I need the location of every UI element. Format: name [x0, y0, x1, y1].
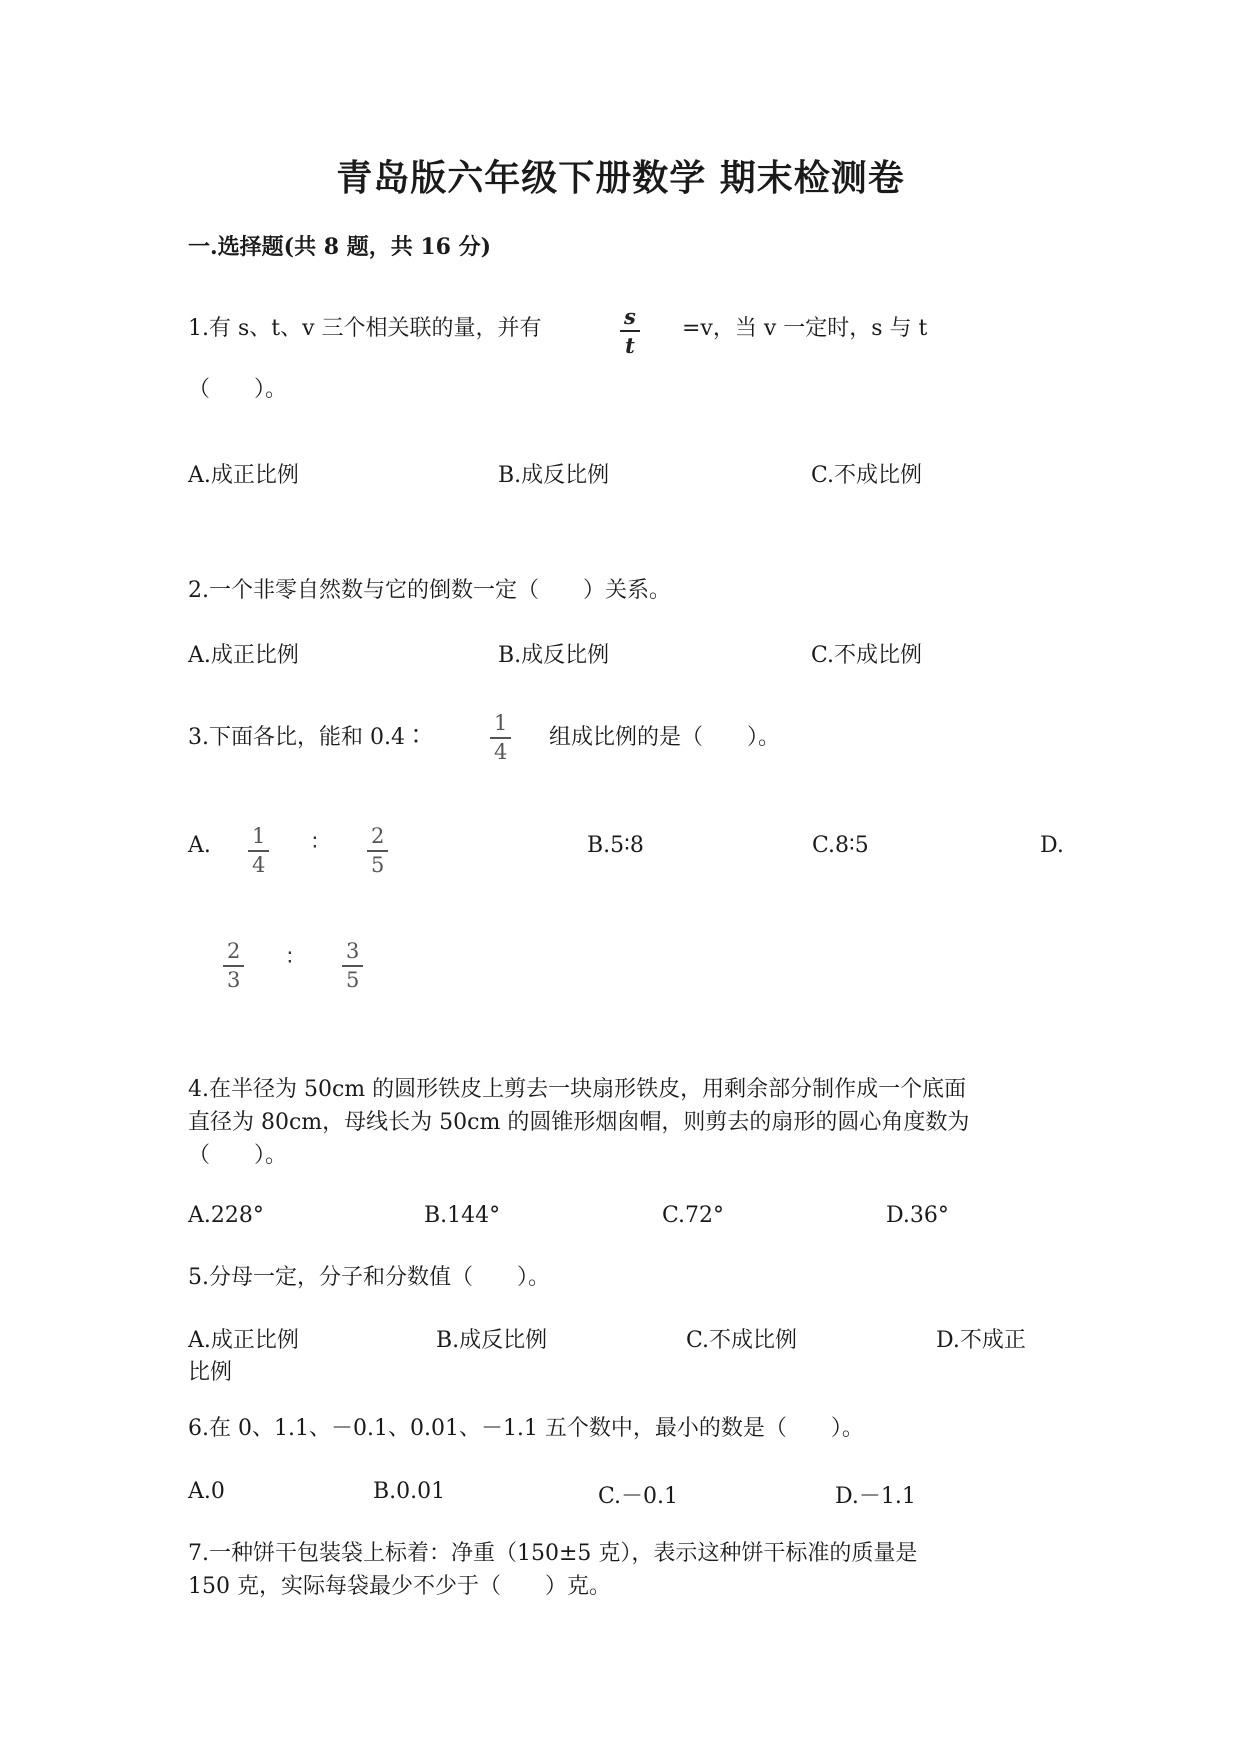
fraction-bar	[620, 330, 640, 332]
q5-option-d-wrap: 比例	[188, 1360, 233, 1385]
q3-fraction	[490, 713, 511, 763]
q6-option-a: A.0	[188, 1479, 225, 1504]
frac-den: 5	[371, 853, 385, 877]
q4-option-c: C.72°	[662, 1203, 725, 1228]
q1-option-a: A.成正比例	[188, 463, 299, 488]
frac-num: 3	[346, 939, 360, 963]
q5-option-d: D.不成正	[936, 1328, 1026, 1353]
frac-den: 3	[227, 968, 241, 992]
q7-line-2: 150 克，实际每袋最少不少于（ ）克。	[188, 1574, 611, 1599]
q3-option-a-fraction-2	[367, 826, 388, 876]
q4-line-1: 4.在半径为 50cm 的圆形铁皮上剪去一块扇形铁皮，用剩余部分制作成一个底面	[188, 1077, 967, 1102]
q4-line-2: 直径为 80cm，母线长为 50cm 的圆锥形烟囱帽，则剪去的扇形的圆心角度数为	[188, 1110, 970, 1135]
fraction-bar	[223, 965, 244, 967]
q4-option-a: A.228°	[188, 1203, 264, 1228]
q5-text: 5.分母一定，分子和分数值（ ）。	[188, 1265, 550, 1290]
frac-num: 1	[252, 824, 266, 848]
q1-fraction	[620, 306, 640, 356]
q1-frac-den: t	[625, 333, 635, 358]
frac-num: 2	[227, 939, 241, 963]
q3-option-d-fraction-1	[223, 941, 244, 991]
q3-option-c: C.8∶5	[812, 833, 869, 858]
q5-option-a: A.成正比例	[188, 1328, 299, 1353]
q5-option-b: B.成反比例	[436, 1328, 548, 1353]
q3-text-before: 3.下面各比，能和 0.4∶	[188, 725, 427, 750]
q1-option-c: C.不成比例	[811, 463, 923, 488]
q1-option-b: B.成反比例	[498, 463, 610, 488]
q3-option-a-fraction-1	[248, 826, 269, 876]
q2-text: 2.一个非零自然数与它的倒数一定（ ）关系。	[188, 578, 671, 603]
frac-den: 4	[252, 853, 266, 877]
q3-text-after: 组成比例的是（ ）。	[549, 725, 781, 750]
q7-line-1: 7.一种饼干包装袋上标着：净重（150±5 克），表示这种饼干标准的质量是	[188, 1541, 918, 1566]
q3-option-d-colon: ∶	[287, 946, 293, 971]
q2-option-a: A.成正比例	[188, 643, 299, 668]
q2-option-b: B.成反比例	[498, 643, 610, 668]
q3-option-d-fraction-2	[342, 941, 363, 991]
q3-frac-num: 1	[494, 711, 508, 735]
frac-den: 5	[346, 968, 360, 992]
q6-option-b: B.0.01	[373, 1479, 446, 1504]
fraction-bar	[490, 737, 511, 739]
q4-option-b: B.144°	[424, 1203, 501, 1228]
q6-text: 6.在 0、1.1、－0.1、0.01、－1.1 五个数中，最小的数是（ ）。	[188, 1416, 864, 1441]
q1-text-before: 1.有 s、t、v 三个相关联的量，并有	[188, 316, 542, 341]
fraction-bar	[248, 850, 269, 852]
section-heading: 一.选择题(共 8 题，共 16 分)	[188, 234, 492, 260]
q1-text-after: =v，当 v 一定时，s 与 t	[682, 316, 928, 341]
q6-option-d: D.－1.1	[835, 1484, 916, 1509]
q3-frac-den: 4	[494, 740, 508, 764]
q1-frac-num: s	[624, 304, 636, 329]
q5-option-c: C.不成比例	[686, 1328, 798, 1353]
fraction-bar	[342, 965, 363, 967]
fraction-bar	[367, 850, 388, 852]
q4-option-d: D.36°	[886, 1203, 949, 1228]
q6-option-c: C.－0.1	[598, 1484, 679, 1509]
q1-answer-blank: （ ）。	[188, 377, 288, 402]
page-title: 青岛版六年级下册数学 期末检测卷	[336, 157, 905, 199]
q4-line-3: （ ）。	[188, 1143, 288, 1168]
q3-option-d-label: D.	[1040, 833, 1064, 858]
q3-option-b: B.5∶8	[587, 833, 644, 858]
frac-num: 2	[371, 824, 385, 848]
q2-option-c: C.不成比例	[811, 643, 923, 668]
q3-option-a-colon: ∶	[312, 831, 318, 856]
q3-option-a-label: A.	[188, 833, 211, 858]
